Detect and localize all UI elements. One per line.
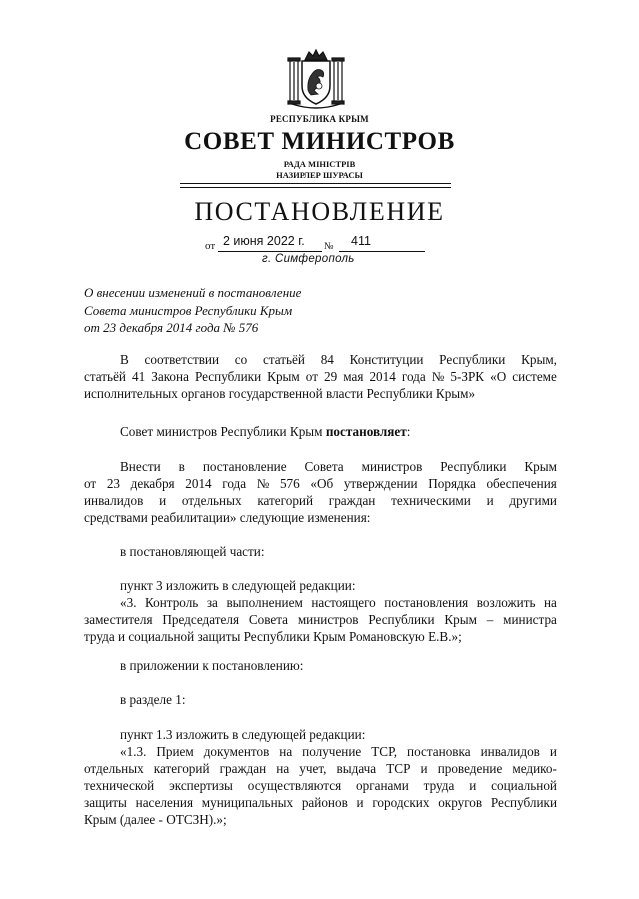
word: Республики <box>368 612 435 627</box>
paragraph-item13-text <box>84 743 557 828</box>
word: министров <box>297 612 359 627</box>
word: «1.3. <box>120 744 147 759</box>
paragraph-item3-intro: пункт 3 изложить в следующей редакции: <box>120 578 356 593</box>
word: инвалидов <box>480 744 540 759</box>
word: Закона <box>151 369 189 384</box>
word: возложить <box>476 595 536 610</box>
word: труда <box>423 778 455 793</box>
word: социальной <box>491 778 557 793</box>
paragraph-line <box>84 475 557 492</box>
word: проведение <box>437 761 503 776</box>
word: в <box>178 459 185 474</box>
word: обеспечения <box>486 476 557 491</box>
paragraph-appendix: в приложении к постановлению: <box>120 658 304 673</box>
header-rule-thick <box>180 183 451 184</box>
paragraph-line <box>84 794 557 811</box>
resolution-text: Совет министров Республики Крым <box>120 424 326 439</box>
word: «О <box>490 369 507 384</box>
word: соответствии <box>144 352 220 367</box>
word: документов <box>203 744 270 759</box>
paragraph-section1: в разделе 1: <box>120 692 186 707</box>
word: Совета <box>304 459 344 474</box>
paragraph-operative-part: в постановляющей части: <box>120 544 265 559</box>
word: от <box>305 369 318 384</box>
date-number-line <box>0 234 639 252</box>
word: утверждении <box>343 476 418 491</box>
word: 5-ЗРК <box>450 369 485 384</box>
word: техническими <box>391 493 471 508</box>
word: мая <box>343 369 364 384</box>
word: Прием <box>156 744 194 759</box>
word: отдельных <box>181 493 242 508</box>
paragraph-amend <box>84 458 557 526</box>
word: Крым, <box>521 352 557 367</box>
word: В <box>120 352 129 367</box>
word: настоящего <box>311 595 376 610</box>
paragraph-line <box>84 492 557 509</box>
word: Крым <box>444 612 477 627</box>
word: 2014 <box>369 369 396 384</box>
word: Порядка <box>428 476 476 491</box>
document-date: 2 июня 2022 г. <box>223 234 305 248</box>
paragraph-line <box>84 743 557 760</box>
word: № <box>431 369 445 384</box>
word: ТСР, <box>371 744 398 759</box>
word: и <box>356 795 364 810</box>
document-type: ПОСТАНОВЛЕНИЕ <box>194 197 445 226</box>
paragraph-item13-intro: пункт 1.3 изложить в следующей редакции: <box>120 727 366 742</box>
word: «3. <box>120 595 137 610</box>
word: граждан <box>328 493 376 508</box>
word: населения <box>135 795 194 810</box>
paragraph-line: Крым (далее - ОТСЗН).»; <box>84 812 227 827</box>
word: на <box>276 761 290 776</box>
word: другими <box>509 493 557 508</box>
document-number: 411 <box>351 234 371 248</box>
paragraph-line <box>84 760 557 777</box>
word: получение <box>302 744 362 759</box>
word: Республики <box>194 369 262 384</box>
word: на <box>544 595 557 610</box>
document-subject <box>84 284 414 337</box>
word: и <box>469 778 477 793</box>
word: № <box>256 476 270 491</box>
word: статьёй <box>84 369 126 384</box>
paragraph-line <box>84 368 557 385</box>
paragraph-line: средствами реабилитации» следующие изменения: <box>84 510 371 525</box>
word: 29 <box>324 369 338 384</box>
header-rule-thin <box>180 187 451 188</box>
paragraph-line <box>84 777 557 794</box>
word: и <box>549 744 557 759</box>
paragraph-item3-text <box>84 594 557 645</box>
paragraph-line: исполнительных органов государственной власти Республики Крым» <box>84 386 476 401</box>
word: Республики <box>439 352 506 367</box>
word: и <box>159 493 167 508</box>
word: районов <box>301 795 348 810</box>
word: выполнением <box>226 595 303 610</box>
word: инвалидов <box>84 493 144 508</box>
number-prefix: № <box>324 241 334 252</box>
word: осуществляются <box>247 778 342 793</box>
word: года <box>401 369 426 384</box>
paragraph-line <box>84 611 557 628</box>
subject-line: О внесении изменений в постановление <box>84 285 302 300</box>
word: министра <box>503 612 557 627</box>
subject-line: от 23 декабря 2014 года № 576 <box>84 320 259 335</box>
word: «Об <box>310 476 334 491</box>
word: 576 <box>279 476 300 491</box>
council-name-ukrainian: РАДА МІНІСТРІВ <box>283 159 356 169</box>
word: городских <box>372 795 430 810</box>
paragraph-line <box>84 594 557 611</box>
paragraph-resolution <box>84 423 593 440</box>
word: Крым <box>267 369 300 384</box>
date-underline <box>218 251 322 252</box>
word: министров <box>361 459 423 474</box>
word: 41 <box>132 369 146 384</box>
word: со <box>234 352 248 367</box>
council-name-crimean-tatar: НАЗИРЛЕР ШУРАСЫ <box>276 170 363 180</box>
word: и <box>486 493 494 508</box>
paragraph-line <box>84 351 557 368</box>
word: 23 <box>106 476 120 491</box>
word: граждан <box>219 761 267 776</box>
word: года <box>222 476 247 491</box>
word: постановления <box>384 595 469 610</box>
word: органами <box>356 778 409 793</box>
coat-of-arms-icon <box>283 46 349 110</box>
word: системе <box>512 369 557 384</box>
word: 2014 <box>185 476 212 491</box>
word: Конституции <box>349 352 424 367</box>
word: медико- <box>512 761 557 776</box>
word: технической <box>84 778 155 793</box>
council-name: СОВЕТ МИНИСТРОВ <box>184 128 455 155</box>
word: от <box>84 476 97 491</box>
word: Крым <box>524 459 557 474</box>
resolution-colon: : <box>406 424 411 439</box>
word: Контроль <box>145 595 199 610</box>
paragraph-line <box>84 458 557 475</box>
word: Республики <box>490 795 557 810</box>
word: выдача <box>336 761 377 776</box>
resolution-verb: постановляет <box>325 424 407 439</box>
word: муниципальных <box>201 795 294 810</box>
word: категорий <box>257 493 314 508</box>
subject-line: Совета министров Республики Крым <box>84 302 293 318</box>
word: на <box>279 744 293 759</box>
date-prefix: от <box>205 240 216 252</box>
word: Совета <box>248 612 289 627</box>
word: – <box>486 612 494 627</box>
word: Республики <box>440 459 507 474</box>
word: отдельных <box>84 761 144 776</box>
word: ТСР <box>386 761 411 776</box>
word: категорий <box>153 761 210 776</box>
word: постановление <box>202 459 287 474</box>
word: декабря <box>130 476 175 491</box>
word: учет, <box>299 761 327 776</box>
word: статьёй <box>262 352 305 367</box>
word: за <box>206 595 218 610</box>
word: 84 <box>320 352 334 367</box>
republic-name: РЕСПУБЛИКА КРЫМ <box>270 114 369 124</box>
document-city: г. Симферополь <box>262 253 355 265</box>
word: и <box>420 761 428 776</box>
paragraph-line: труда и социальной защиты Республики Крым Романовскую Е.В.»; <box>84 629 462 644</box>
word: постановка <box>407 744 471 759</box>
word: экспертизы <box>169 778 233 793</box>
word: Председателя <box>162 612 240 627</box>
paragraph-preamble <box>84 351 557 402</box>
number-underline <box>339 251 425 252</box>
word: Внести <box>120 459 161 474</box>
word: защиты <box>84 795 127 810</box>
word: заместителя <box>84 612 153 627</box>
word: округов <box>438 795 483 810</box>
